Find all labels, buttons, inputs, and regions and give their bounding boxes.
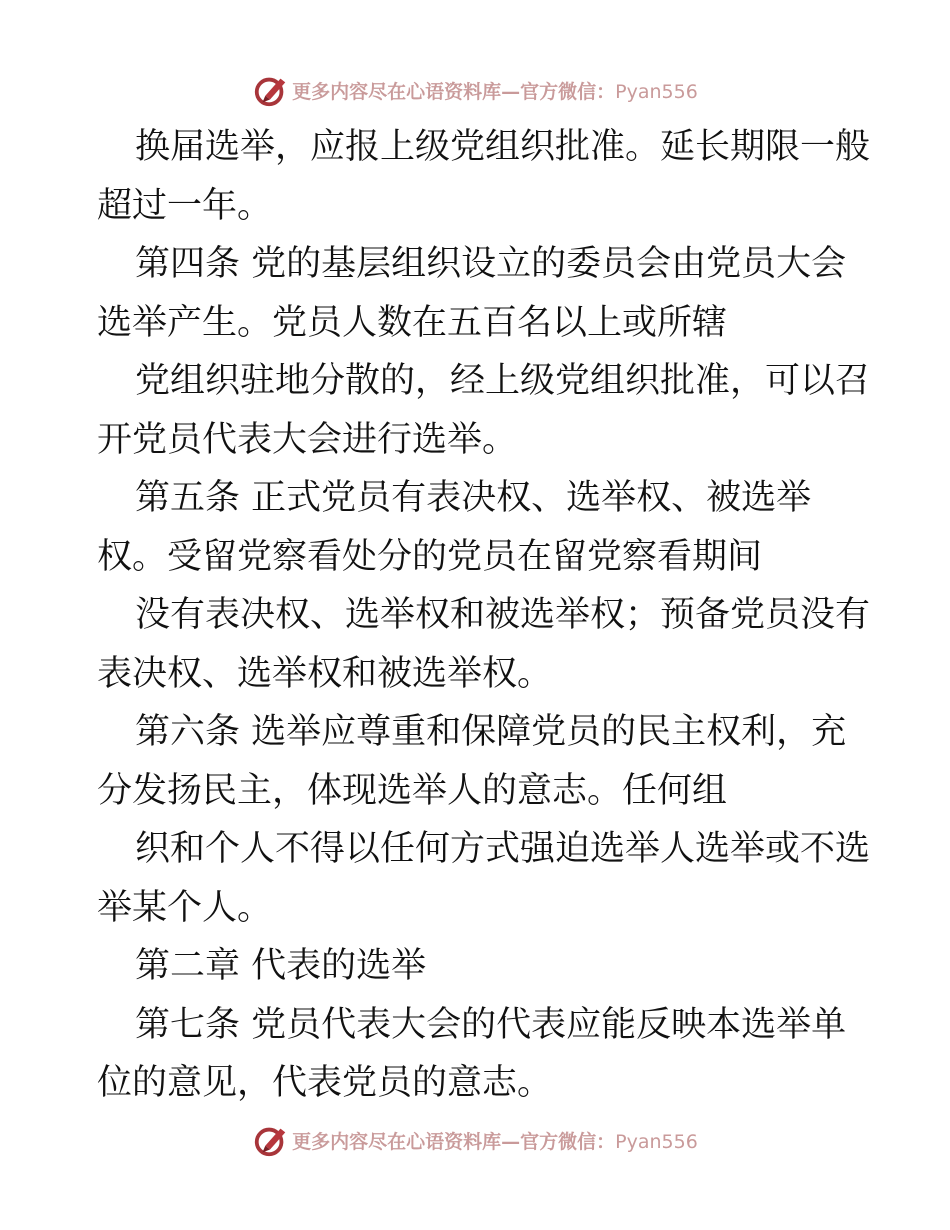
- text-line: 第七条 党员代表大会的代表应能反映本选举单: [135, 1004, 847, 1045]
- header-watermark: [0, 70, 950, 110]
- text-line: 党组织驻地分散的，经上级党组织批准，可以召: [135, 361, 871, 401]
- document-body: [97, 118, 877, 1113]
- text-line: 开党员代表大会进行选举。: [97, 419, 518, 460]
- text-line: 超过一年。: [97, 185, 273, 226]
- text-line: 织和个人不得以任何方式强迫选举人选举或不选: [135, 829, 871, 869]
- chapter-heading: 第二章 代表的选举: [135, 946, 427, 986]
- text-line: 表决权、选举权和被选举权。: [97, 653, 553, 694]
- text-line: 换届选举，应报上级党组织批准。延长期限一般: [135, 127, 871, 167]
- text-line: 选举产生。党员人数在五百名以上或所辖: [97, 302, 728, 343]
- pen-nib-circle-icon: [252, 71, 290, 109]
- watermark-text: 更多内容尽在心语资料库—官方微信：Pyan556: [292, 1130, 698, 1153]
- text-line: 权。受留党察看处分的党员在留党察看期间: [97, 536, 763, 577]
- text-line: 第四条 党的基层组织设立的委员会由党员大会: [135, 244, 847, 284]
- watermark-text: 更多内容尽在心语资料库—官方微信：Pyan556: [292, 80, 698, 103]
- text-line: 第六条 选举应尊重和保障党员的民主权利，充: [135, 712, 847, 752]
- footer-watermark: [0, 1120, 950, 1160]
- text-line: 第五条 正式党员有表决权、选举权、被选举: [135, 478, 812, 518]
- text-line: 举某个人。: [97, 887, 273, 928]
- text-line: 没有表决权、选举权和被选举权；预备党员没有: [135, 595, 871, 635]
- text-line: 位的意见，代表党员的意志。: [97, 1063, 553, 1103]
- pen-nib-circle-icon: [252, 1121, 290, 1159]
- text-line: 分发扬民主，体现选举人的意志。任何组: [97, 770, 728, 811]
